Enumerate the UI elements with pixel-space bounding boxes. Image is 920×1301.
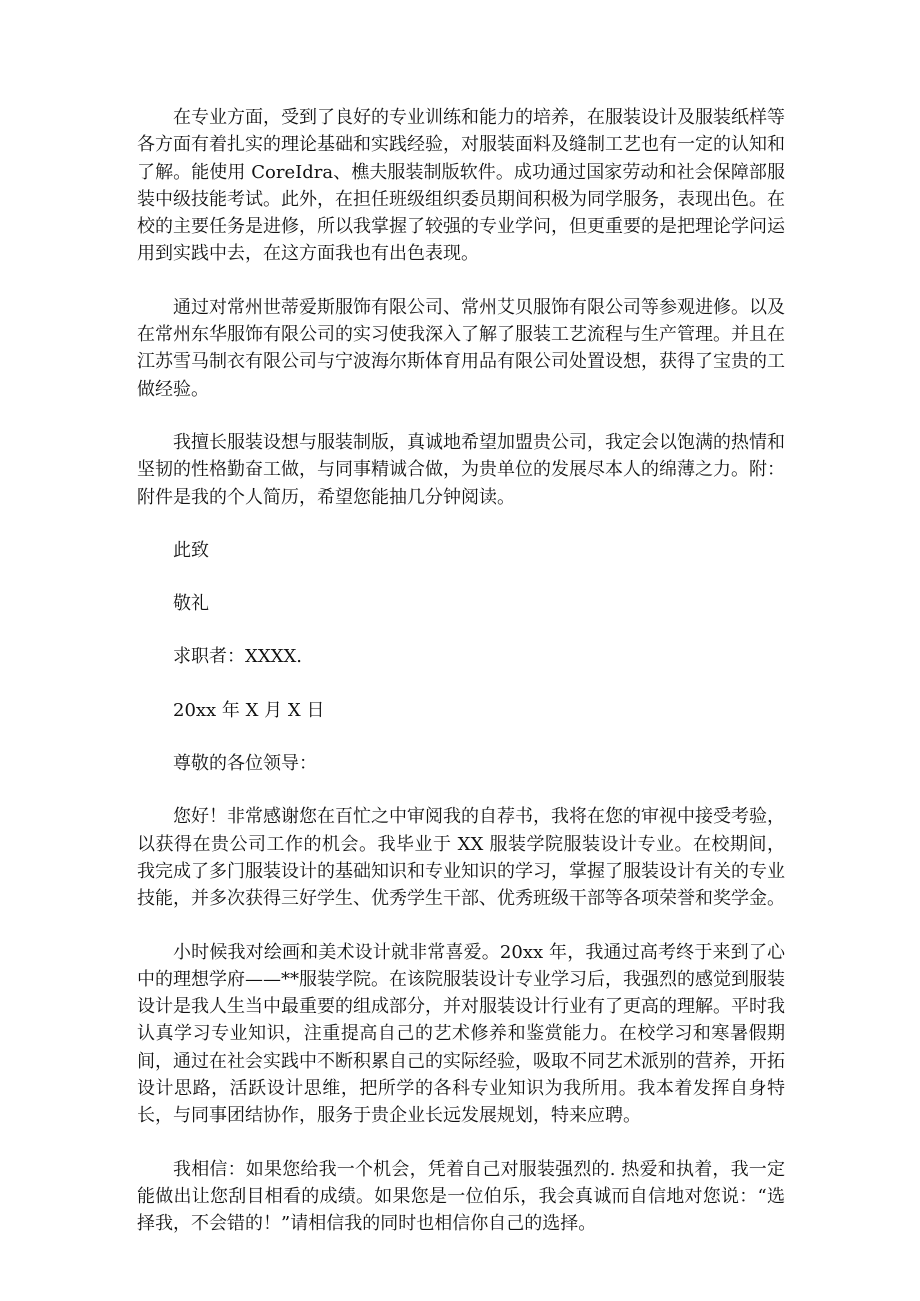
paragraph-conclusion: 我相信：如果您给我一个机会，凭着自己对服装强烈的. 热爱和执着，我一定能做出让您刮目相看的成绩。如果您是一位伯乐，我会真诚而自信地对您说：“选择我，不会错的！”请相信我的同时也相信你自己的选择。 xyxy=(137,1158,785,1235)
signature-text: 求职者：XXXX. xyxy=(173,646,302,668)
paragraph-application: 我擅长服装设想与服装制版，真诚地希望加盟贵公司，我定会以饱满的热情和坚韧的性格勤奋工做，与同事精诚合做，为贵单位的发展尽本人的绵薄之力。附：附件是我的个人简历，希望您能抽几分钟阅读。 xyxy=(137,431,785,508)
greeting-text: 尊敬的各位领导： xyxy=(173,753,317,775)
paragraph-professional: 在专业方面，受到了良好的专业训练和能力的培养，在服装设计及服装纸样等各方面有着扎实的理论基础和实践经验，对服装面料及缝制工艺也有一定的认知和了解。能使用 CoreIdra、樵夫服装制版软件。成功通过国家劳动和社会保障部服装中级技能考试。此外，在担任班级组织委员期间积极为同学服务，表现出色。在校的主要任务是进修，所以我掌握了较强的专业学问，但更重要的是把理论学问运用到实践中去，在这方面我也有出色表现。 xyxy=(137,107,785,265)
closing-text: 此致 xyxy=(173,539,209,561)
paragraph-internship: 通过对常州世蒂爱斯服饰有限公司、常州艾贝服饰有限公司等参观进修。以及在常州东华服饰有限公司的实习使我深入了解了服装工艺流程与生产管理。并且在江苏雪马制衣有限公司与宁波海尔斯体育用品有限公司处置设想，获得了宝贵的工做经验。 xyxy=(137,296,785,400)
salute-text: 敬礼 xyxy=(173,593,209,615)
paragraph-introduction: 您好！非常感谢您在百忙之中审阅我的自荐书，我将在您的审视中接受考验，以获得在贵公司工作的机会。我毕业于 XX 服装学院服装设计专业。在校期间，我完成了多门服装设计的基础知识和专业知识的学习，掌握了服装设计有关的专业技能，并多次获得三好学生、优秀学生干部、优秀班级干部等各项荣誉和奖学金。 xyxy=(137,806,785,910)
paragraph-passion: 小时候我对绘画和美术设计就非常喜爱。20xx 年，我通过高考终于来到了心中的理想学府——**服装学院。在该院服装设计专业学习后，我强烈的感觉到服装设计是我人生当中最重要的组成部分，并对服装设计行业有了更高的理解。平时我认真学习专业知识，注重提高自己的艺术修养和鉴赏能力。在校学习和寒暑假期间，通过在社会实践中不断积累自己的实际经验，吸取不同艺术派别的营养，开拓设计思路，活跃设计思维，把所学的各科专业知识为我所用。我本着发挥自身特长，与同事团结协作，服务于贵企业长远发展规划，特来应聘。 xyxy=(137,941,785,1127)
letter-body xyxy=(137,104,785,1238)
date-text: 20xx 年 X 月 X 日 xyxy=(173,699,325,721)
